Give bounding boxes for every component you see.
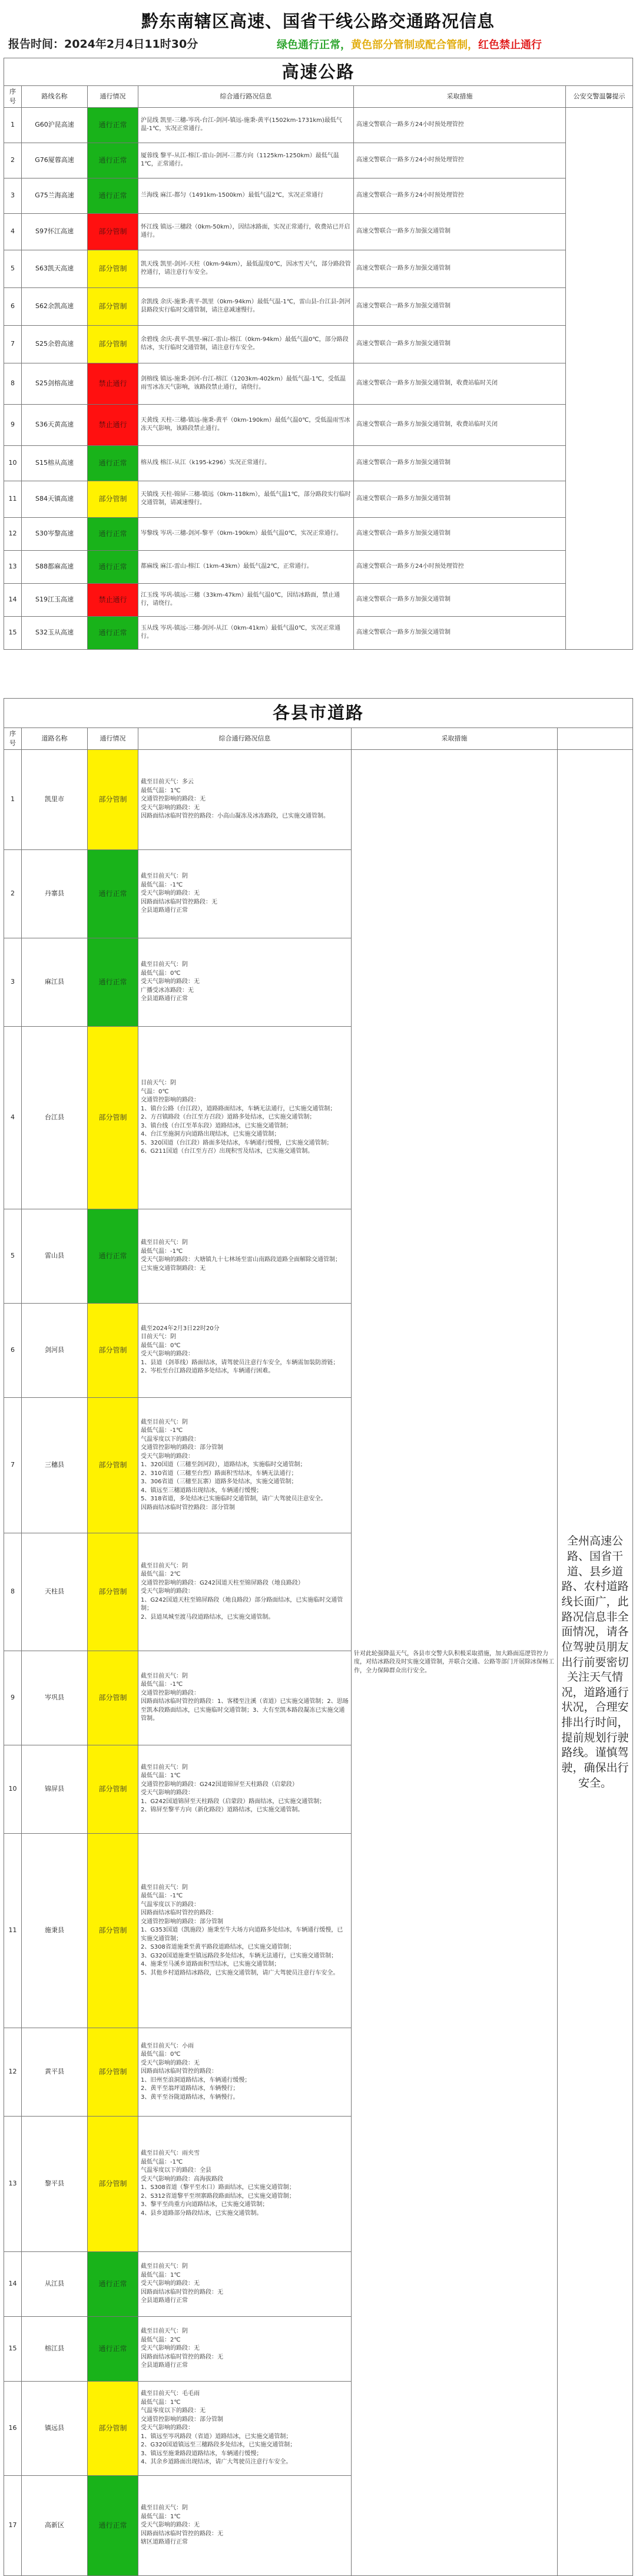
status-badge: 禁止通行 (88, 404, 138, 445)
table-row (4, 616, 633, 649)
row-no: 8 (4, 1533, 22, 1651)
col-header-measures: 采取措施 (354, 86, 566, 108)
row-no: 1 (4, 107, 22, 143)
status-badge: 部分管制 (88, 213, 138, 250)
road-name: 凯里市 (22, 749, 88, 849)
road-name: 天柱县 (22, 1533, 88, 1651)
row-no: 15 (4, 616, 22, 649)
county-col-header-no: 序号 (4, 728, 22, 750)
traffic-info: 截至目前天气：阴 最低气温：1℃ 交通管控影响的路段：G242国道锦屏至天柱路段（启蒙段） 受天气影响的路段： 1、G242国道锦屏至天柱路段（启蒙段）路面结冰，已实施交通管制； 2、锦屏至黎平方向（新化路段）道路结冰，已实施交通管制。 (138, 1745, 352, 1833)
row-no: 1 (4, 749, 22, 849)
measures-text: 高速交警联合一路多方加强交通管制 (354, 616, 566, 649)
traffic-info: 余碧线 余庆-黄平-凯里-麻江-雷山-榕江（0km-94km）最低气温0℃，部分路段结冰，实行临时交通管制，请注意行车安全。 (138, 325, 354, 363)
row-no: 13 (4, 2116, 22, 2251)
traffic-info: 截至目前天气：阴 最低气温：1℃ 受天气影响的路段：无 因路面结冰临时管控的路段：无 辖区道路通行正常 (138, 2475, 352, 2575)
row-no: 14 (4, 2251, 22, 2316)
measures-text: 高速交警联合一路多方加强交通管制 (354, 250, 566, 287)
road-name: 丹寨县 (22, 849, 88, 938)
col-header-status: 通行情况 (88, 86, 138, 108)
road-name: 高新区 (22, 2475, 88, 2575)
status-badge: 通行正常 (88, 616, 138, 649)
status-badge: 部分管制 (88, 1533, 138, 1651)
road-name: S84天镇高速 (22, 481, 88, 517)
county-table (4, 698, 633, 2576)
row-no: 5 (4, 1209, 22, 1303)
row-no: 15 (4, 2316, 22, 2381)
col-header-police-tip: 公安交警温馨提示 (566, 86, 633, 108)
road-name: 从江县 (22, 2251, 88, 2316)
status-badge: 部分管制 (88, 325, 138, 363)
measures-text: 高速交警联合一路多方加强交通管制 (354, 583, 566, 616)
county-section-title: 各县市道路 (4, 699, 633, 728)
traffic-info: 江玉线 岑巩-镇远-三穗（33km-47km）最低气温0℃，因结冰路面，禁止通行，请绕行。 (138, 583, 354, 616)
report-time: 报告时间：2024年2月4日11时30分 (8, 38, 198, 51)
table-row (4, 404, 633, 445)
traffic-info: 榕从线 榕江-从江（k195-k296）实况正常通行。 (138, 445, 354, 481)
status-badge: 通行正常 (88, 938, 138, 1026)
road-name: 锦屏县 (22, 1745, 88, 1833)
status-badge: 部分管制 (88, 2116, 138, 2251)
status-badge: 通行正常 (88, 445, 138, 481)
traffic-info: 岑黎线 岑巩-三穗-剑河-黎平（0km-190km）最低气温0℃，实况正常通行。 (138, 517, 354, 550)
table-row (4, 749, 633, 849)
page-title: 黔东南辖区高速、国省干线公路交通路况信息 (141, 11, 495, 31)
road-name: S30岑黎高速 (22, 517, 88, 550)
traffic-info: 截至目前天气：阴 最低气温：-1℃ 受天气影响的路段：无 因路面结冰临时管控路段：无 全县道路通行正常 (138, 849, 352, 938)
traffic-info: 截至目前天气：阴 最低气温：-1℃ 气温零度以下的路段： 交通管控影响的路段：部分管制 受天气影响的路段： 1、320国道（三穗至剑河段），道路结冰，实施临时交通管制； 2、310省道（三穗至台烈）路面积雪结冰，车辆无法通行； 3、306省道（三穗至瓦寨）道路多处结冰，实施交通管制； 4、镇远至三穗道路出现结冰，车辆通行缓慢； 5、318省道，多处结冰已实施临时交通管制，请广大驾驶员注意安全。 因路面结冰临时管控路段：部分管制 (138, 1397, 352, 1533)
legend-yellow: 黄色部分管制或配合管制， (351, 39, 478, 51)
status-badge: 通行正常 (88, 107, 138, 143)
traffic-info: 玉从线 岑巩-镇远-三穗-剑河-从江（0km-41km）最低气温0℃，实况正常通行。 (138, 616, 354, 649)
road-name: S88都麻高速 (22, 550, 88, 583)
table-row (4, 287, 633, 325)
highway-section-title: 高速公路 (4, 58, 633, 86)
row-no: 8 (4, 363, 22, 404)
county-col-header-road: 道路名称 (22, 728, 88, 750)
status-badge: 部分管制 (88, 2028, 138, 2116)
road-name: S19江玉高速 (22, 583, 88, 616)
road-name: 施秉县 (22, 1833, 88, 2028)
status-badge: 通行正常 (88, 550, 138, 583)
road-name: S36天黄高速 (22, 404, 88, 445)
row-no: 10 (4, 445, 22, 481)
row-no: 12 (4, 2028, 22, 2116)
county-col-header-measures: 采取措施 (352, 728, 558, 750)
county-col-header-info: 综合通行路况信息 (138, 728, 352, 750)
legend-green: 绿色通行正常， (277, 39, 351, 51)
county-col-header-blank (558, 728, 633, 750)
col-header-road: 路线名称 (22, 86, 88, 108)
status-badge: 通行正常 (88, 143, 138, 178)
traffic-info: 沪昆线 凯里-三穗-岑巩-台江-剑河-镇远-施秉-黄平(1502km-1731km)最低气温-1℃，实况正常通行。 (138, 107, 354, 143)
traffic-info: 截至目前天气：阴 最低气温：1℃ 受天气影响的路段：无 因路面结冰临时管控的路段：无 全县道路通行正常 (138, 2251, 352, 2316)
measures-text: 高速交警联合一路多方加强交通管制 (354, 517, 566, 550)
row-no: 9 (4, 1651, 22, 1745)
measures-text: 高速交警联合一路多方加强交通管制 (354, 213, 566, 250)
traffic-info: 天黄线 天柱-三穗-镇远-施秉-黄平（0km-190km）最低气温0℃，受低温雨雪冰冻天气影响，该路段禁止通行。 (138, 404, 354, 445)
traffic-info: 截至目前天气：多云 最低气温：1℃ 交通管控影响的路段：无 受天气影响的路段：无 因路面结冰临时管控的路段：小高山凝冻及冰冻路段，已实施交通管制。 (138, 749, 352, 849)
highway-table (4, 58, 633, 650)
road-name: 麻江县 (22, 938, 88, 1026)
traffic-info: 截至目前天气：小雨 最低气温：0℃ 受天气影响的路段：无 因路面结冰临时管控的路段： 1、旧州至浪洞道路结冰，车辆通行缓慢； 2、黄平至翁坪道路结冰，车辆慢行； 3、黄平至谷陇道路结冰，车辆慢行。 (138, 2028, 352, 2116)
table-row (4, 107, 633, 143)
traffic-info: 截至目前天气：阴 最低气温：-1℃ 交通管控影响的路段： 因路面结冰临时管控的路段：1、客楼至注溪（省道）已实施交通管制；2、思旸至凯本段路面结冰，已实施临时交通管制；3、大有至凯本路段凝冻已实施交通管制。 (138, 1651, 352, 1745)
measures-text: 高速交警联合一路多方24小时预处理管控 (354, 550, 566, 583)
status-badge: 通行正常 (88, 2316, 138, 2381)
road-name: G75兰海高速 (22, 178, 88, 213)
row-no: 11 (4, 1833, 22, 2028)
col-header-info: 综合通行路况信息 (138, 86, 354, 108)
status-badge: 部分管制 (88, 1745, 138, 1833)
row-no: 2 (4, 849, 22, 938)
status-badge: 通行正常 (88, 2251, 138, 2316)
status-badge: 部分管制 (88, 2381, 138, 2475)
measures-text: 高速交警联合一路多方加强交通管制 (354, 481, 566, 517)
road-name: G76厦蓉高速 (22, 143, 88, 178)
table-row (4, 363, 633, 404)
table-row (4, 583, 633, 616)
road-name: 三穗县 (22, 1397, 88, 1533)
status-badge: 部分管制 (88, 287, 138, 325)
table-row (4, 178, 633, 213)
status-badge: 通行正常 (88, 849, 138, 938)
traffic-info: 截至目前天气：雨夹雪 最低气温：-1℃ 气温零度以下的路段：全县 受天气影响的路段：高海拔路段 1、S308省道（黎平至水口）路面结冰，已实施交通管制； 2、S312省道黎平至坝寨路段路面结冰，已实施交通管制； 3、黎平至尚重方向道路结冰，已实施交通管制； 4、县乡道路部分路段结冰，已实施交通管制。 (138, 2116, 352, 2251)
traffic-info: 凯天线 凯里-剑河-天柱（0km-94km），最低温度0℃，因冰雪天气，部分路段管控通行，请注意行车安全。 (138, 250, 354, 287)
traffic-info: 兰海线 麻江-都匀（1491km-1500km）最低气温2℃，实况正常通行 (138, 178, 354, 213)
traffic-info: 余凯线 余庆-施秉-黄平-凯里（0km-94km）最低气温-1℃，雷山县-台江县-剑河县路段实行临时交通管制，请注意减速慢行。 (138, 287, 354, 325)
traffic-info: 截至2024年2月3日22时20分 目前天气：阴 最低气温：0℃ 受天气影响的路段： 1、县道（剑革线）路面结冰，请驾驶员注意行车安全，车辆需加装防滑链； 2、岑松至台江路段道路多处结冰，车辆通行困难。 (138, 1303, 352, 1397)
road-name: S25余碧高速 (22, 325, 88, 363)
traffic-info: 截至目前天气：阴 最低气温：2℃ 受天气影响的路段：无 因路面结冰临时管控的路段：无 全县道路通行正常 (138, 2316, 352, 2381)
road-name: G60沪昆高速 (22, 107, 88, 143)
legend-red: 红色禁止通行 (478, 39, 542, 51)
status-badge: 部分管制 (88, 1397, 138, 1533)
status-badge: 部分管制 (88, 250, 138, 287)
row-no: 13 (4, 550, 22, 583)
measures-text: 高速交警联合一路多方加强交通管制 (354, 287, 566, 325)
table-row (4, 143, 633, 178)
traffic-info: 截至目前天气：阴 最低气温：2℃ 交通管控影响的路段：G242国道天柱至锦屏路段（地良路段） 受天气影响的路段： 1、G242国道天柱至锦屏路段（地良路段）部分路面结冰，已实施临时交通管制； 2、县道凤城至渡马段道路结冰，已实施交通管制。 (138, 1533, 352, 1651)
status-badge: 部分管制 (88, 749, 138, 849)
status-badge: 部分管制 (88, 481, 138, 517)
measures-text: 高速交警联合一路多方加强交通管制 (354, 445, 566, 481)
highway-rows (4, 107, 633, 649)
traffic-info: 都麻线 麻江-雷山-榕江（1km-43km）最低气温2℃，正常通行。 (138, 550, 354, 583)
county-col-header-status: 通行情况 (88, 728, 138, 750)
measures-text: 高速交警联合一路多方24小时预处理管控 (354, 143, 566, 178)
row-no: 17 (4, 2475, 22, 2575)
status-badge: 通行正常 (88, 2475, 138, 2575)
row-no: 10 (4, 1745, 22, 1833)
row-no: 7 (4, 325, 22, 363)
row-no: 14 (4, 583, 22, 616)
traffic-info: 目前天气：阴 气温：0℃ 交通管控影响的路段： 1、镇台公路（台江段），道路路面结冰，车辆无法通行，已实施交通管制； 2、方召镇路段（台江至方召段）道路多处结冰，已实施交通管制； 3、镇台线（台江至革东段）道路结冰，已实施交通管制； 4、台江至施洞方向道路出现结冰，已实施交通管制； 5、320国道（台江段）路面多处结冰，车辆通行缓慢，已实施交通管制； 6、G211国道（台江至方召）出现积雪及结冰，已实施交通管制。 (138, 1026, 352, 1209)
police-tip-cell (566, 107, 633, 649)
safety-tip-cell: 全州高速公路、国省干道、县乡道路、农村道路线长面广，此路况信息非全面情况，请各位驾驶员朋友出行前要密切关注天气情况，道路通行状况，合理安排出行时间，提前规划行驶路线。谨慎驾驶，确保出行安全。 (558, 749, 633, 2575)
road-name: S15榕从高速 (22, 445, 88, 481)
status-badge: 禁止通行 (88, 583, 138, 616)
row-no: 4 (4, 1026, 22, 1209)
status-badge: 部分管制 (88, 1303, 138, 1397)
status-badge: 通行正常 (88, 1209, 138, 1303)
traffic-info: 截至目前天气：毛毛雨 最低气温：1℃ 气温零度以下的路段：无 交通管控影响的路段：部分管制 受天气影响的路段： 1、镇远至岑巩路段（省道）道路结冰，已实施交通管制； 2、G320国道镇远至三穗路段多处结冰，已实施交通管制； 3、镇远至施秉路段道路结冰，车辆通行缓慢； 4、其余乡道路面出现结冰，请广大驾驶员注意行车安全。 (138, 2381, 352, 2475)
row-no: 4 (4, 213, 22, 250)
status-badge: 禁止通行 (88, 363, 138, 404)
road-name: 榕江县 (22, 2316, 88, 2381)
measures-text: 高速交警联合一路多方加强交通管制 (354, 325, 566, 363)
table-row (4, 325, 633, 363)
road-name: S62余凯高速 (22, 287, 88, 325)
traffic-info: 厦蓉线 黎平-从江-榕江-雷山-剑河-三都方向（1125km-1250km）最低气温1℃，正常通行。 (138, 143, 354, 178)
road-name: S63凯天高速 (22, 250, 88, 287)
status-badge: 部分管制 (88, 1833, 138, 2028)
row-no: 3 (4, 938, 22, 1026)
road-name: 剑河县 (22, 1303, 88, 1397)
county-rows (4, 749, 633, 2575)
measures-text: 高速交警联合一路多方24小时预处理管控 (354, 178, 566, 213)
road-name: S32玉从高速 (22, 616, 88, 649)
road-name: 雷山县 (22, 1209, 88, 1303)
status-badge: 通行正常 (88, 517, 138, 550)
road-name: S97怀江高速 (22, 213, 88, 250)
col-header-no: 序号 (4, 86, 22, 108)
traffic-info: 剑榕线 镇远-施秉-剑河-台江-榕江（1203km-402km）最低气温-1℃，受低温雨雪冰冻天气影响，该路段禁止通行，请绕行。 (138, 363, 354, 404)
table-row (4, 481, 633, 517)
table-row (4, 250, 633, 287)
traffic-info: 怀江线 镇远-三穗段（0km-50km），因结冰路面，实况正常通行，收费站已开启通行。 (138, 213, 354, 250)
row-no: 7 (4, 1397, 22, 1533)
road-name: 台江县 (22, 1026, 88, 1209)
row-no: 16 (4, 2381, 22, 2475)
traffic-info: 截至目前天气：阴 最低气温：-1℃ 受天气影响的路段：大塘镇九十七林场至雷山南路段道路全面解除交通管制； 已实施交通管制路段：无 (138, 1209, 352, 1303)
traffic-info: 截至目前天气：阴 最低气温：-1℃ 气温零度以下的路段： 因路面结冰临时管控的路段： 交通管控影响的路段：部分管制 1、G353国道（凯施段）施秉至牛大场方向道路多处结冰，车辆通行缓慢，已实施交通管制； 2、S308省道施秉至黄平路段道路结冰，已实施交通管制； 3、G320国道施秉至镇远路段多处结冰，车辆无法通行，已实施交通管制； 4、施秉至马溪乡道路面积雪结冰，已实施交通管制； 5、其他乡村道路结冰路段，已实施交通管制，请广大驾驶员注意行车安全。 (138, 1833, 352, 2028)
county-measures-cell: 针对此轮强降温天气，各县市交警大队积极采取措施，加大路面巡逻管控力度，对结冰路段及时实施交通管制，并联合交通、公路等部门开展除冰保畅工作，全力保障群众出行安全。 (352, 749, 558, 2575)
status-badge: 通行正常 (88, 178, 138, 213)
road-name: 岑巩县 (22, 1651, 88, 1745)
status-badge: 部分管制 (88, 1026, 138, 1209)
status-badge: 部分管制 (88, 1651, 138, 1745)
table-row (4, 213, 633, 250)
measures-text: 高速交警联合一路多方加强交通管制，收费站临时关闭 (354, 404, 566, 445)
table-row (4, 550, 633, 583)
row-no: 9 (4, 404, 22, 445)
status-legend (277, 37, 542, 52)
row-no: 6 (4, 1303, 22, 1397)
road-name: 黎平县 (22, 2116, 88, 2251)
row-no: 5 (4, 250, 22, 287)
road-name: 镇远县 (22, 2381, 88, 2475)
road-name: 黄平县 (22, 2028, 88, 2116)
road-name: S25剑榕高速 (22, 363, 88, 404)
measures-text: 高速交警联合一路多方加强交通管制，收费站临时关闭 (354, 363, 566, 404)
table-row (4, 445, 633, 481)
traffic-info: 截至目前天气：阴 最低气温：0℃ 受天气影响的路段：无 广播受冰冻路段：无 全县道路通行正常 (138, 938, 352, 1026)
row-no: 12 (4, 517, 22, 550)
traffic-info: 天镇线 天柱-锦屏-三穗-镇远（0km-118km），最低气温1℃，部分路段实行临时交通管制，请减速慢行。 (138, 481, 354, 517)
measures-text: 高速交警联合一路多方24小时预处理管控 (354, 107, 566, 143)
table-row (4, 517, 633, 550)
row-no: 6 (4, 287, 22, 325)
row-no: 2 (4, 143, 22, 178)
row-no: 3 (4, 178, 22, 213)
row-no: 11 (4, 481, 22, 517)
